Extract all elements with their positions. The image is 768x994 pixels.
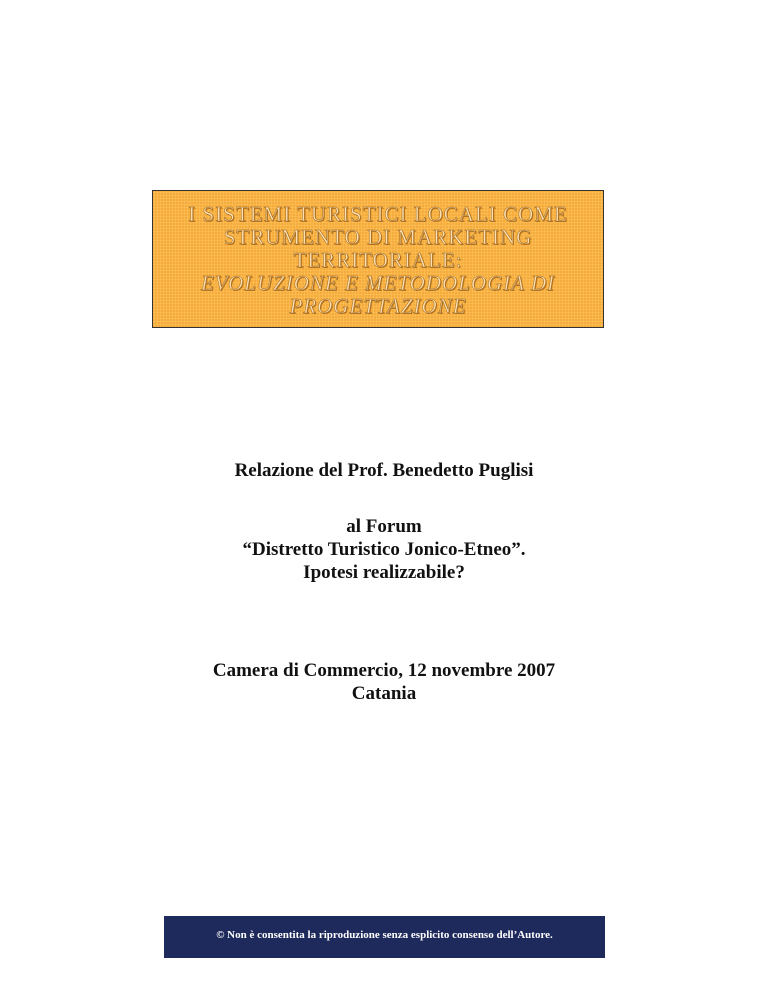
- venue-line-1: Camera di Commercio, 12 novembre 2007: [212, 660, 556, 681]
- forum-line-2: “Distretto Turistico Jonico-Etneo”.: [242, 539, 526, 560]
- title-line-5: PROGETTAZIONE: [289, 294, 467, 318]
- title-line-1: I SISTEMI TURISTICI LOCALI COME: [188, 202, 568, 226]
- title-box: [152, 190, 604, 328]
- speaker-block: [0, 459, 768, 482]
- title-line-2: STRUMENTO DI MARKETING: [223, 225, 533, 249]
- copyright-footer: [164, 916, 605, 958]
- venue-line-2: Catania: [351, 683, 417, 704]
- forum-block: [0, 515, 768, 584]
- forum-line-3: Ipotesi realizzabile?: [303, 562, 465, 583]
- copyright-text: © Non è consentita la riproduzione senza esplicito consenso dell’Autore.: [216, 929, 553, 941]
- venue-block: [0, 659, 768, 705]
- forum-line-1: al Forum: [346, 516, 422, 537]
- speaker-line: Relazione del Prof. Benedetto Puglisi: [234, 460, 534, 481]
- title-line-3: TERRITORIALE:: [293, 248, 463, 272]
- title-line-4: EVOLUZIONE E METODOLOGIA DI: [200, 271, 556, 295]
